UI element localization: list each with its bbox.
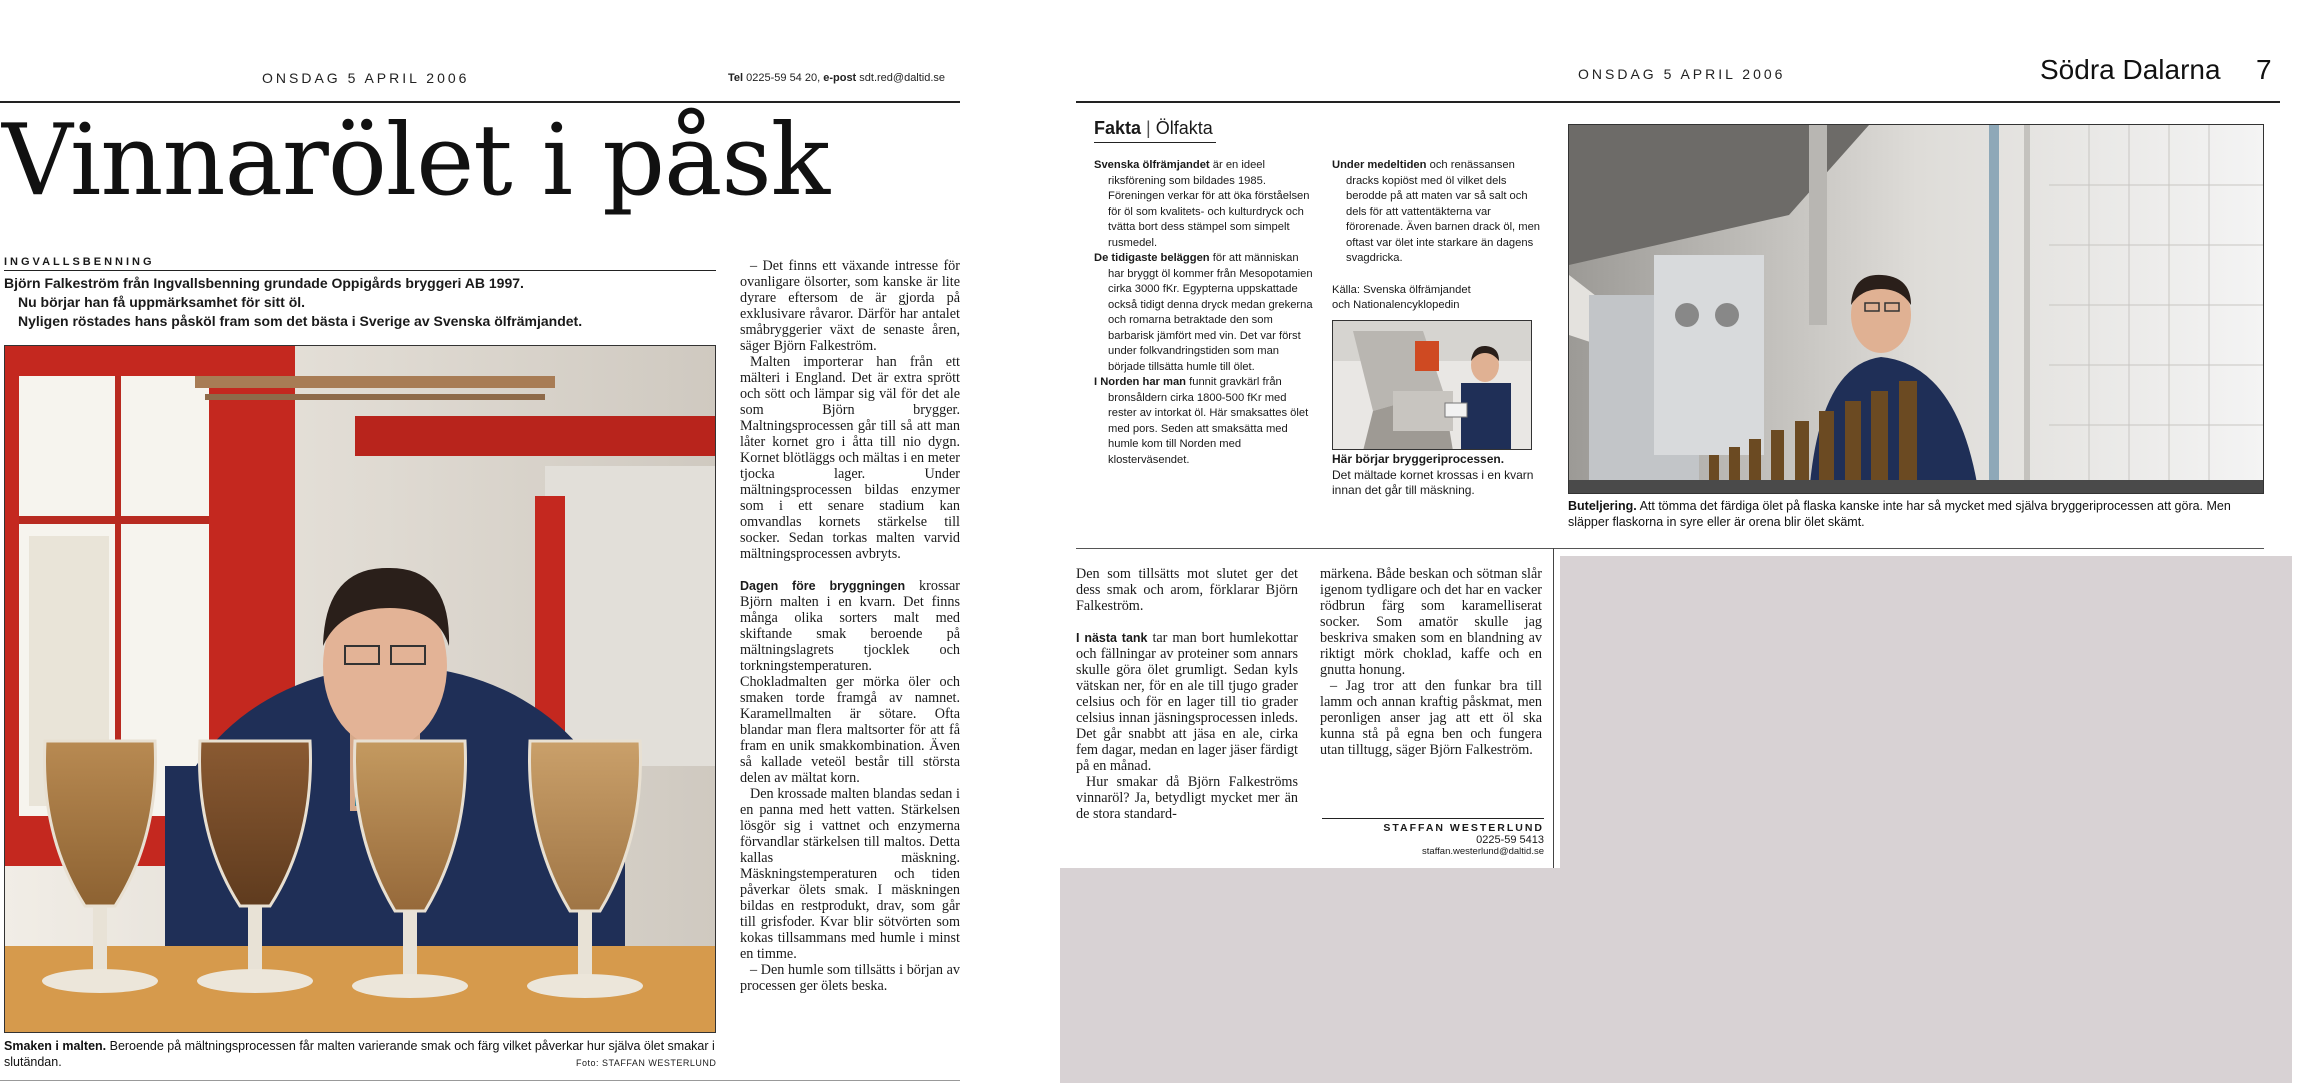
fakta-source-1: Källa: Svenska ölfrämjandet (1332, 283, 1471, 296)
left-header-rule (0, 101, 960, 103)
right-body-paragraph-4: märkena. Både beskan och sötman slår igenom tydligare och det har en vacker rödbrun färg som karamelliserat socker. Som amatör skulle jag beskriva smaken som en blandning av riktigt mörk choklad, kaffe och en gnutta honung. (1320, 566, 1542, 678)
tel-label: Tel (728, 72, 744, 84)
email-label: e-post (823, 72, 857, 84)
big-photo-caption-text: Att tömma det färdiga ölet på flaska kanske inte har så mycket med själva bryggeriprocessen att göra. Men släpper flaskorna in syre eller är orena blir ölet skämt. (1568, 499, 2231, 529)
body-paragraph-4: Den krossade malten blandas sedan i en panna med hett vatten. Stärkelsen lösgör sig i vattnet och enzymerna förvandlar stärkelsen till maltos. Detta kallas mäskning. Mäskningstemperaturen och tiden påverkar ölets smak. I mäskningen bildas en restprodukt, drav, som går till grisfoder. Kvar blir sötvörten som kokas tillsammans med humle i minst en timme. (740, 786, 960, 962)
left-bottom-rule (0, 1080, 960, 1081)
small-photo-caption-lead: Här börjar bryggeriprocessen. (1332, 452, 1505, 466)
fakta-label: Fakta (1094, 118, 1142, 138)
body-paragraph-3: Dagen före bryggningen krossar Björn malten i en kvarn. Det finns många olika sorters malt med skiftande smak beroende på mältningslagrets tjocklek och torkningstemperaturen. Chokladmalten ger mörka öler och smaken torde framgå av namnet. Karamellmalten är sötare. Ofta blandar man flera maltsorter för att få fram en unik smakkombination. Även så kallade veteöl består till största delen av mältat korn. (740, 578, 961, 786)
small-photo-caption-text: Det mältade kornet krossas i en kvarn innan det går till mäskning. (1332, 467, 1534, 497)
fakta-item-1: Svenska ölfrämjandet är en ideel riksförening som bildades 1985. Föreningen verkar för att öka förståelsen för öl som kvalitets- och kulturdryck och tvätta bort dess stämpel som simpelt rusmedel. (1094, 159, 1310, 249)
small-photo (1332, 320, 1532, 450)
main-photo-caption-lead: Smaken i malten. (4, 1039, 107, 1053)
left-body-column (740, 258, 960, 994)
photo-bottling-line-icon (1569, 125, 2264, 494)
body-paragraph-2: Malten importerar han från ett mälteri i England. Det är extra sprött och sött och lämpar sig väl för det ale som Björn brygger. Maltningsprocessen går till så att man låter kornet gro i åtta till nio dygn. Kornet blötläggs och mältas i en meter tjocka lager. Under mältningsprocessen bildas enzymer som i ett senare stadium kan omvandlas kornets stärkelse till socker. Sedan torkas malten varvid mältningsprocessen avbryts. (740, 354, 960, 562)
right-body-column-1 (1076, 566, 1298, 822)
fakta-source-2: och Nationalencyklopedin (1332, 299, 1460, 311)
byline-email[interactable]: staffan.westerlund@daltid.se (1422, 846, 1544, 857)
fakta-item-4: Under medeltiden och renässansen dracks kopiöst med öl vilket dels berodde på att maten var så salt och dels för att vattentäkterna var förorenade. Även barnen drack öl, men oftast var ölet inte starkare än dagens svagdricka. (1332, 159, 1541, 264)
right-body-paragraph-1: Den som tillsätts mot slutet ger det dess smak och arom, förklarar Björn Falkeström. (1076, 566, 1298, 614)
right-body-column-2 (1320, 566, 1542, 758)
body-lead-dagen: Dagen före bryggningen (740, 579, 906, 593)
right-page-date: ONSDAG 5 APRIL 2006 (1578, 66, 1786, 82)
big-photo (1568, 124, 2264, 494)
page-number: 7 (2256, 54, 2272, 85)
section-title: Södra Dalarna (2040, 54, 2221, 85)
byline-phone: 0225-59 5413 (1476, 834, 1544, 846)
main-photo-caption-text: Beroende på mältningsprocessen får malten varierande smak och färg vilket påverkar hur själva ölet smakar i slutändan. (4, 1039, 715, 1069)
right-header-rule (1076, 101, 2280, 103)
column-divider (1553, 548, 1554, 868)
deck-line-1: Björn Falkeström från Ingvallsbenning grundade Oppigårds bryggeri AB 1997. (4, 275, 524, 291)
main-photo-credit: Foto: STAFFAN WESTERLUND (576, 1058, 717, 1068)
fakta-item-2: De tidigaste beläggen för att människan har bryggt öl kommer från Mesopotamien cirka 3000 fKr. Egypterna uppskattade också tidigt denna dryck medan grekerna och romarna betraktade den som barbarisk jämfört med vin. Det var först under folkvandringstiden som man började tillsätta humle till ölet. (1094, 252, 1313, 373)
kicker-rule (4, 270, 716, 271)
photo-brewer-with-malt-glasses-icon (5, 346, 716, 1033)
big-photo-caption (1568, 498, 2264, 530)
big-photo-caption-lead: Buteljering. (1568, 499, 1637, 513)
main-photo (4, 345, 716, 1033)
kicker: INGVALLSBENNING (4, 256, 155, 268)
right-body-paragraph-5: – Jag tror att den funkar bra till lamm och annan kraftig påskmat, men peronligen anser jag att ett öl ska kunna stå på egna ben och fungera utan tilltugg, säger Björn Falkeström. (1320, 678, 1542, 758)
left-page-contact (728, 72, 945, 84)
right-body-paragraph-2: I nästa tank tar man bort humlekottar och fällningar av proteiner som annars skulle göra ölet grumligt. Sedan kyls vätskan ner, för en ale till tjugo grader celsius och för en lager till tio grader celsius innan jäsningsprocessen inleds. Det går snabbt att jäsa en ale, cirka fem dagar, medan en lager jäser färdigt på en månad. (1076, 630, 1298, 774)
body-lead-naesta-tank: I nästa tank (1076, 631, 1148, 645)
right-body-paragraph-3: Hur smakar då Björn Falkeströms vinnaröl? Ja, betydligt mycket mer än de stora standard- (1076, 774, 1298, 822)
grey-area-right (1560, 556, 2292, 1083)
deck-line-3: Nyligen röstades hans påsköl fram som det bästa i Sverige av Svenska ölfrämjandet. (18, 313, 583, 329)
email-value[interactable]: sdt.red@daltid.se (859, 72, 946, 84)
fakta-heading-rule (1094, 142, 1216, 143)
byline-rule (1322, 818, 1544, 819)
fakta-title: Ölfakta (1155, 118, 1213, 138)
byline (1322, 822, 1544, 857)
body-paragraph-1: – Det finns ett växande intresse för ovanligare ölsorter, som kanske är lite dyrare eftersom de är gjorda på exklusivare råvaror. Därför har antalet småbryggerier växt de senaste åren, säger Björn Falkeström. (740, 258, 960, 354)
right-mid-rule (1076, 548, 2264, 549)
left-page-date: ONSDAG 5 APRIL 2006 (262, 70, 470, 86)
deck (4, 274, 716, 331)
fakta-column-2 (1332, 158, 1542, 314)
fakta-column-1 (1094, 158, 1316, 468)
photo-malt-mill-icon (1333, 321, 1532, 450)
fakta-heading: Fakta | Ölfakta (1094, 118, 1213, 138)
small-photo-caption (1332, 452, 1542, 499)
tel-value: 0225-59 54 20, (746, 72, 821, 84)
body-paragraph-5: – Den humle som tillsätts i början av processen ger ölets beska. (740, 962, 960, 994)
byline-name: STAFFAN WESTERLUND (1383, 822, 1544, 834)
grey-area-bottom (1060, 868, 1560, 1083)
headline: Vinnarölet i påsk (2, 104, 830, 218)
deck-line-2: Nu börjar han få uppmärksamhet för sitt öl. (18, 294, 306, 310)
fakta-item-3: I Norden har man funnit gravkärl från bronsåldern cirka 1800-500 fKr med rester av intorkat öl. Här smaksattes ölet med pors. Seden att smaksätta med humle kom till Norden med klosterväsendet. (1094, 376, 1309, 466)
